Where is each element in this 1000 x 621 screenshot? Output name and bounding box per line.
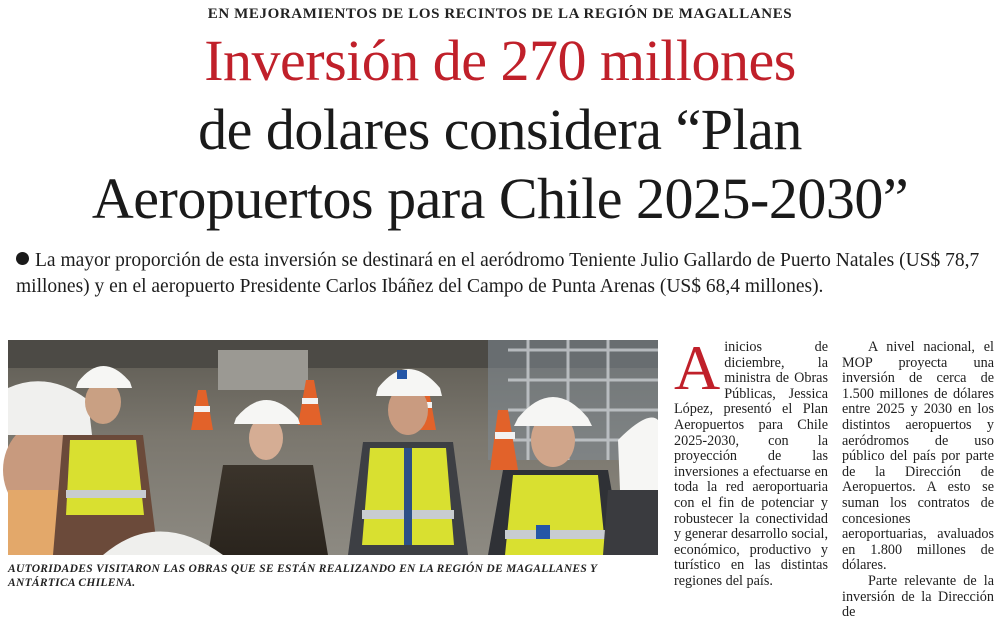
- headline-line-3: Aeropuertos para Chile 2025-2030”: [91, 166, 909, 231]
- headline-line-1: Inversión de 270 millones: [204, 28, 796, 93]
- article-headline: [0, 26, 1000, 233]
- article-photo: [8, 340, 658, 555]
- article-kicker: EN MEJORAMIENTOS DE LOS RECINTOS DE LA REGIÓN DE MAGALLANES: [207, 6, 793, 22]
- article-lead: [16, 248, 988, 300]
- lead-text: La mayor proporción de esta inversión se destinará en el aeródromo Teniente Julio Gallardo de Puerto Natales (US$ 78,7 millones) y en el aeropuerto Presidente Carlos Ibáñez del Campo de Punta Arenas (US$ 68,4 millones).: [16, 250, 980, 297]
- body-paragraph-2: A nivel nacional, el MOP proyecta una inversión de cerca de 1.500 millones de dólares entre 2025 y 2030 en los distintos aeropuertos y aeródromos de uso público del país por parte de la Dirección de Aeropuertos. A esto se suman los contratos de concesiones aeroportuarias, avaluados en 1.800 millones de dólares.: [842, 339, 994, 574]
- body-paragraph-3: Parte relevante de la inversión de la Dirección de: [842, 572, 994, 621]
- headline-line-2: de dolares considera “Plan: [198, 97, 802, 162]
- drop-cap: A: [674, 332, 721, 403]
- body-col1-text: inicios de diciembre, la ministra de Obras Públicas, Jessica López, presentó el Plan Aeropuertos para Chile 2025-2030, con la proyección de las inversiones a efectuarse en toda la red aeroportuaria con el fin de potenciar y robustecer la conectividad y generar desarrollo social, económico, productivo y turístico en las distintas regiones del país.: [674, 339, 828, 589]
- body-paragraph-1: [674, 332, 828, 590]
- photo-caption: AUTORIDADES VISITARON LAS OBRAS QUE SE ESTÁN REALIZANDO EN LA REGIÓN DE MAGALLANES Y ANTÁRTICA CHILENA.: [8, 563, 597, 589]
- body-column-1: [674, 332, 828, 597]
- body-column-2: [842, 339, 994, 621]
- bullet-icon: [16, 252, 29, 265]
